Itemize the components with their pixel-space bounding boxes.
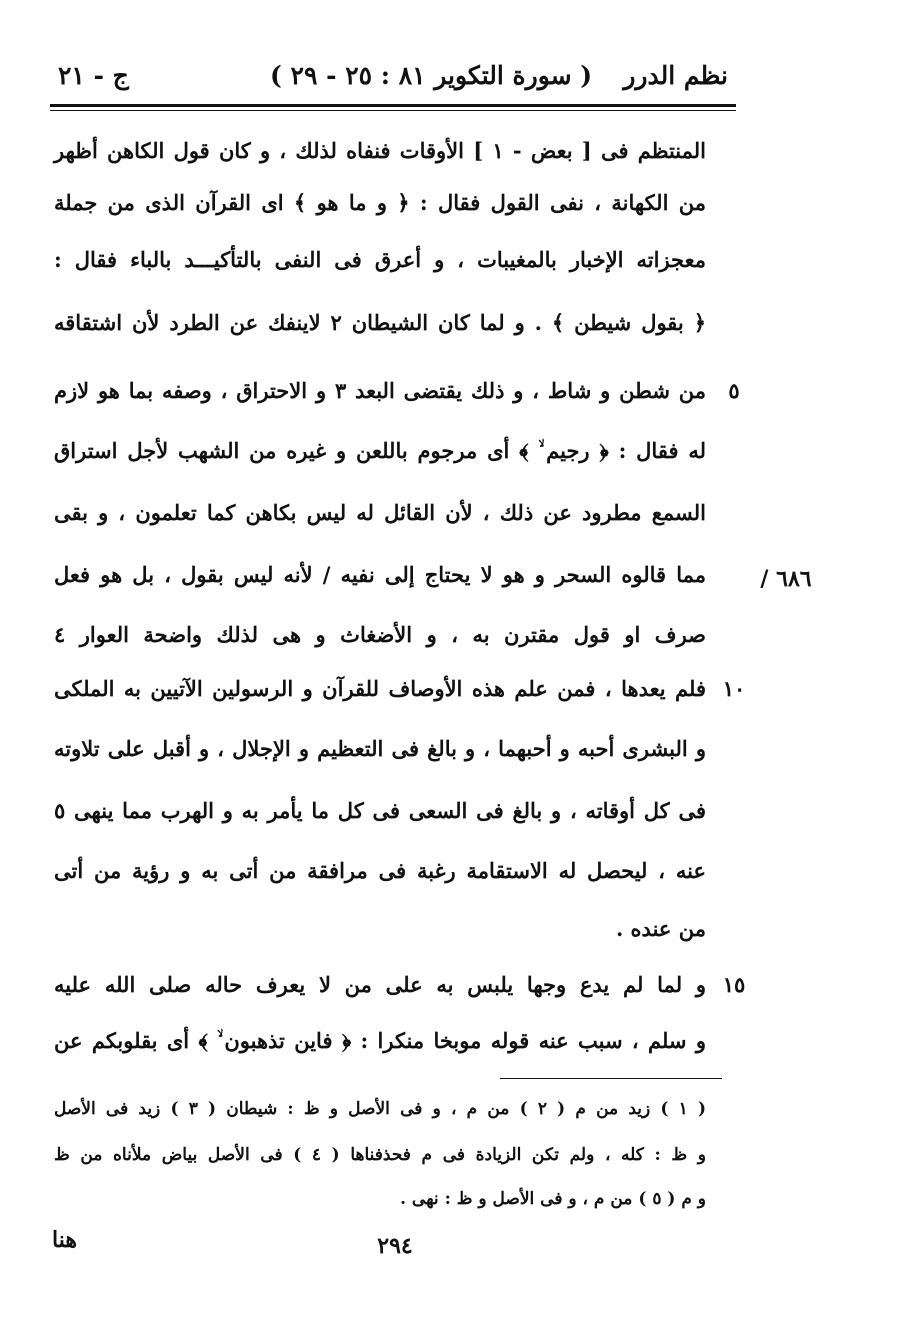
text-line-8: مما قالوه السحر و هو لا يحتاج إلى نفيه / لأنه ليس بقول ، بل هو فعل bbox=[54, 562, 706, 587]
margin-folio-note: ٦٨٦ / bbox=[760, 566, 812, 592]
footnote-separator bbox=[500, 1078, 722, 1079]
line-number-5: ٥ bbox=[728, 378, 740, 403]
running-header-book-title: نظم الدرر bbox=[623, 61, 728, 90]
text-line-6: له فقال : ﴿ رجيم ۙ ﴾ أى مرجوم باللعن و غيره من الشهب لأجل استراق bbox=[54, 438, 706, 463]
header-rule-thick bbox=[50, 104, 736, 107]
text-line-3: معجزاته الإخبار بالمغيبات ، و أعرق فى النفى بالتأكيـــد بالباء فقال : bbox=[54, 247, 706, 272]
text-line-13: عنه ، ليحصل له الاستقامة رغبة فى مرافقة من أتى به و رؤية من أتى bbox=[54, 858, 706, 883]
header-rule-thin bbox=[50, 110, 736, 111]
catchword: هنا bbox=[52, 1227, 77, 1253]
text-line-9: صرف او قول مقترن به ، و الأضغاث و هى لذلك واضحة العوار ٤ bbox=[54, 622, 706, 647]
text-line-14: من عنده . bbox=[615, 916, 706, 941]
text-line-1: المنتظم فى [ بعض - ١ ] الأوقات فنفاه لذلك ، و كان قول الكاهن أظهر bbox=[54, 138, 707, 163]
footnote-line-2: و ظ : كله ، ولم تكن الزيادة فى م فحذفناها ( ٤ ) فى الأصل بياض ملأناه من ظ bbox=[54, 1145, 706, 1165]
text-line-2: من الكهانة ، نفى القول فقال : ﴿ و ما هو ﴾ اى القرآن الذى من جملة bbox=[54, 190, 706, 215]
text-line-4: ﴿ بقول شيطن ﴾ . و لما كان الشيطان ٢ لاينفك عن الطرد لأن اشتقاقه bbox=[54, 310, 707, 335]
line-number-10: ١٠ bbox=[722, 676, 746, 701]
text-line-12: فى كل أوقاته ، و بالغ فى السعى فى كل ما يأمر به و الهرب مما ينهى ٥ bbox=[54, 798, 706, 823]
running-header-surah-reference: ( سورة التكوير ٨١ : ٢٥ - ٢٩ ) bbox=[270, 61, 593, 90]
text-line-7: السمع مطرود عن ذلك ، لأن القائل له ليس بكاهن كما تعلمون ، و بقى bbox=[54, 500, 706, 525]
text-line-16: و سلم ، سبب عنه قوله موبخا منكرا : ﴿ فاين تذهبون ۙ ﴾ أى بقلوبكم عن bbox=[54, 1028, 706, 1053]
line-number-15: ١٥ bbox=[722, 972, 746, 997]
text-line-5: من شطن و شاط ، و ذلك يقتضى البعد ٣ و الاحتراق ، وصفه بما هو لازم bbox=[54, 378, 706, 403]
footnote-line-3: و م ( ٥ ) من م ، و فى الأصل و ظ : نهى . bbox=[400, 1189, 706, 1209]
text-line-11: و البشرى أحبه و أحبهما ، و بالغ فى التعظيم و الإجلال ، و أقبل على تلاوته bbox=[54, 736, 706, 761]
running-header-part-number: ج - ٢١ bbox=[58, 61, 129, 90]
text-line-15: و لما لم يدع وجها يلبس به على من لا يعرف حاله صلى الله عليه bbox=[54, 972, 706, 997]
footnote-line-1: ( ١ ) زيد من م ( ٢ ) من م ، و فى الأصل و ظ : شيطان ( ٣ ) زيد فى الأصل bbox=[54, 1099, 706, 1119]
text-line-10: فلم يعدها ، فمن علم هذه الأوصاف للقرآن و الرسولين الآتيين به الملكى bbox=[54, 676, 706, 701]
page-number: ٢٩٤ bbox=[377, 1233, 413, 1259]
